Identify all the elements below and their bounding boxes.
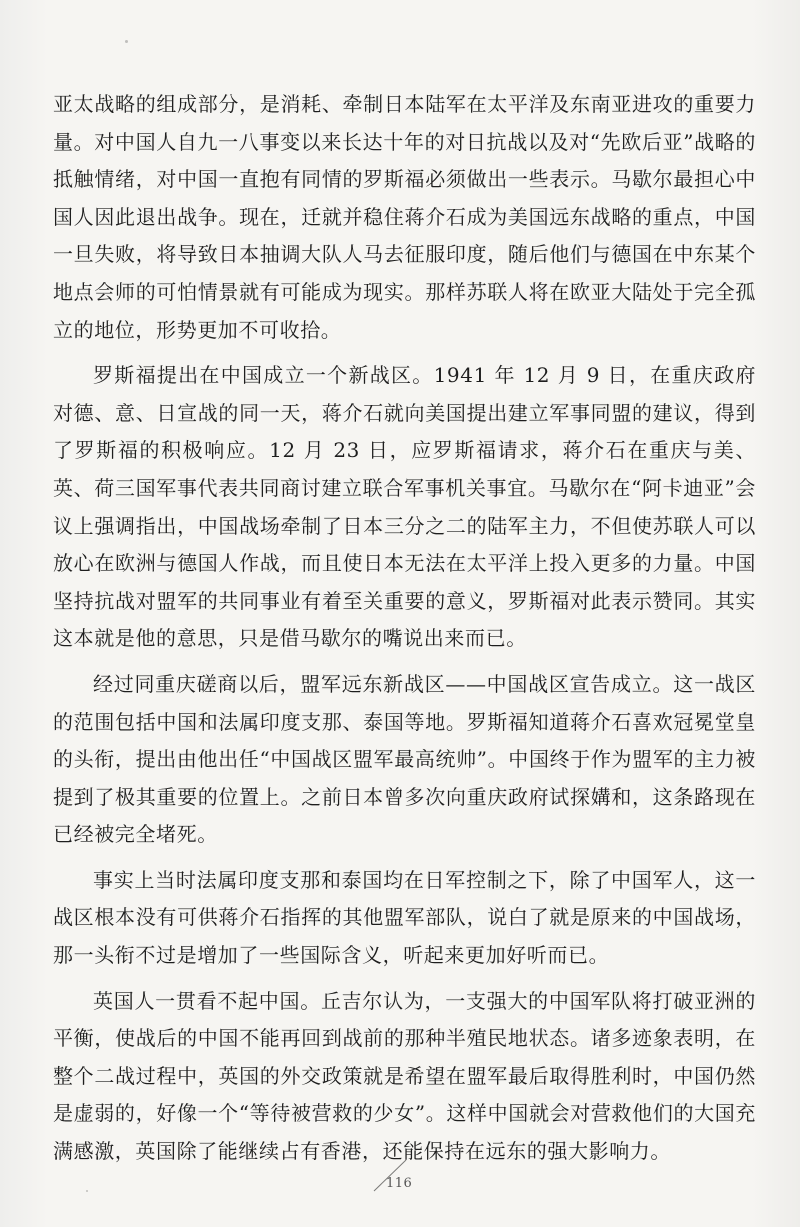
paragraph: 经过同重庆磋商以后，盟军远东新战区——中国战区宣告成立。这一战区的范围包括中国和法属印度支那、泰国等地。罗斯福知道蒋介石喜欢冠冕堂皇的头衔，提出由他出任“中国战区盟军最高统帅”。中国终于作为盟军的主力被提到了极其重要的位置上。之前日本曾多次向重庆政府试探媾和，这条路现在已经被完全堵死。	[53, 671, 756, 847]
body-text	[53, 86, 756, 1171]
page-footer	[0, 1148, 800, 1208]
paragraph-continued: 亚太战略的组成部分，是消耗、牵制日本陆军在太平洋及东南亚进攻的重要力量。对中国人自九一八事变以来长达十年的对日抗战以及对“先欧后亚”战略的抵触情绪，对中国一直抱有同情的罗斯福必须做出一些表示。马歇尔最担心中国人因此退出战争。现在，迁就并稳住蒋介石成为美国远东战略的重点，中国一旦失败，将导致日本抽调大队人马去征服印度，随后他们与德国在中东某个地点会师的可怕情景就有可能成为现实。那样苏联人将在欧亚大陆处于完全孤立的地位，形势更加不可收拾。	[53, 92, 756, 342]
page-number: 116	[386, 1176, 413, 1191]
scan-speck	[125, 40, 128, 43]
paragraph: 罗斯福提出在中国成立一个新战区。1941 年 12 月 9 日，在重庆政府对德、意、日宣战的同一天，蒋介石就向美国提出建立军事同盟的建议，得到了罗斯福的积极响应。12 月 23 日，应罗斯福请求，蒋介石在重庆与美、英、荷三国军事代表共同商讨建立联合军事机关事宜。马歇尔在“阿卡迪亚”会议上强调指出，中国战场牵制了日本三分之二的陆军主力，不但使苏联人可以放心在欧洲与德国人作战，而且使日本无法在太平洋上投入更多的力量。中国坚持抗战对盟军的共同事业有着至关重要的意义，罗斯福对此表示赞同。其实这本就是他的意思，只是借马歇尔的嘴说出来而已。	[53, 363, 756, 651]
paragraph: 英国人一贯看不起中国。丘吉尔认为，一支强大的中国军队将打破亚洲的平衡，使战后的中国不能再回到战前的那种半殖民地状态。诸多迹象表明，在整个二战过程中，英国的外交政策就是希望在盟军最后取得胜利时，中国仍然是虚弱的，好像一个“等待被营救的少女”。这样中国就会对营救他们的大国充满感激，英国除了能继续占有香港，还能保持在远东的强大影响力。	[53, 988, 756, 1164]
paragraph: 事实上当时法属印度支那和泰国均在日军控制之下，除了中国军人，这一战区根本没有可供蒋介石指挥的其他盟军部队，说白了就是原来的中国战场，那一头衔不过是增加了一些国际含义，听起来更加好听而已。	[53, 867, 756, 968]
